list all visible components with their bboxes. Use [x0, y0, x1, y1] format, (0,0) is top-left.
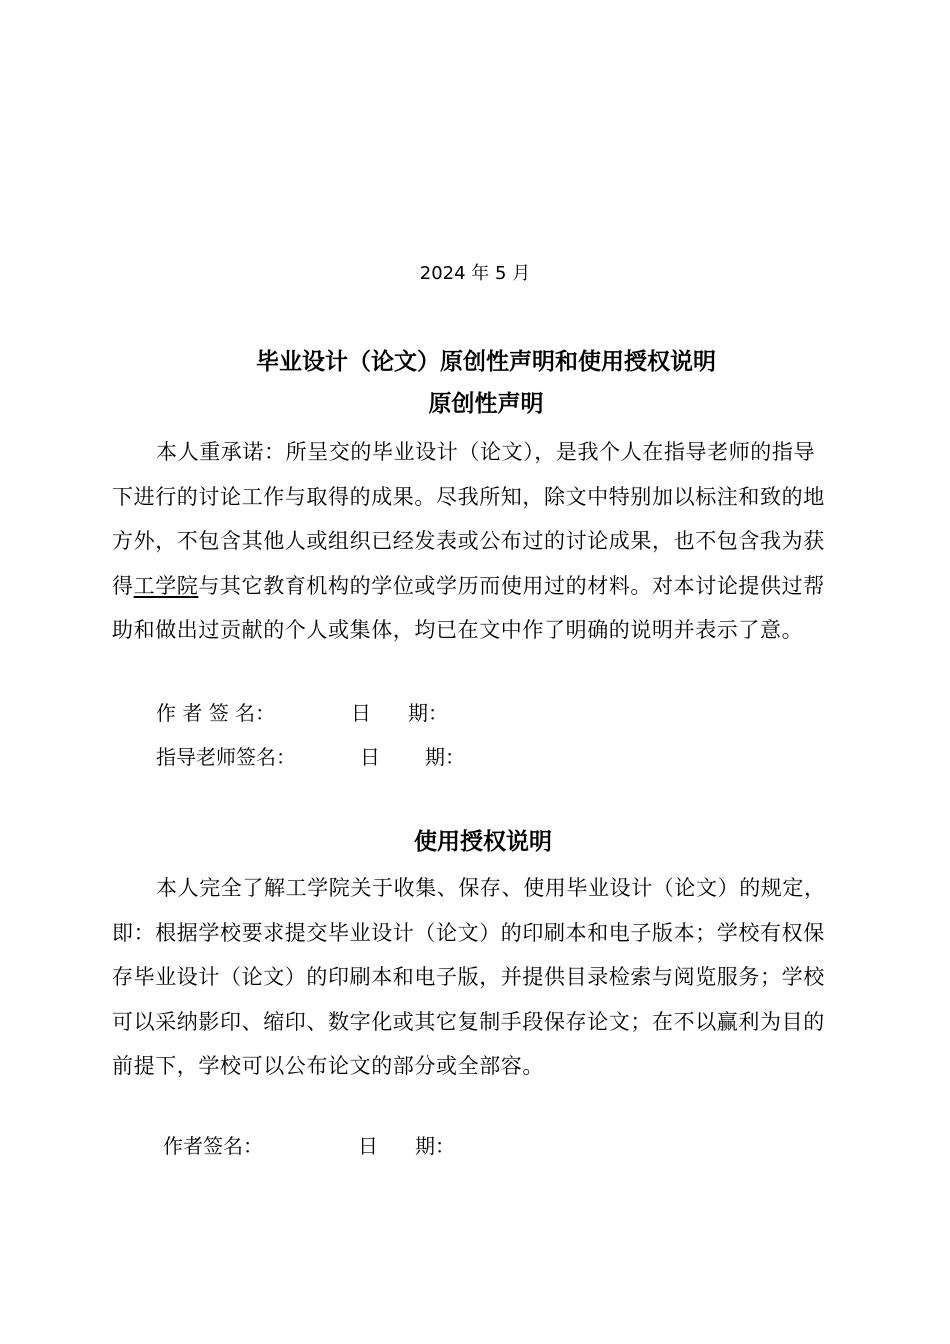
originality-line-5: 助和做出过贡献的个人或集体，均已在文中作了明确的说明并表示了意。 [112, 618, 804, 643]
advisor-date-label-day: 日 [360, 745, 380, 769]
usage-title: 使用授权说明 [414, 829, 552, 855]
usage-line-1: 本人完全了解工学院关于收集、保存、使用毕业设计（论文）的规定， [156, 876, 826, 900]
originality-title: 原创性声明 [428, 391, 544, 417]
usage-statement [112, 866, 860, 1089]
advisor-sign-label: 指导老师签名： [156, 745, 296, 769]
usage-line-5: 前提下，学校可以公布论文的部分或全部容。 [112, 1054, 544, 1079]
line4-prefix: 得 [112, 573, 134, 598]
author-date-label-day: 日 [351, 701, 371, 725]
usage-date-label-period: 期： [415, 1134, 455, 1158]
originality-line-4 [112, 564, 860, 609]
usage-date-label-day: 日 [358, 1134, 378, 1158]
usage-line-3: 存毕业设计（论文）的印刷本和电子版，并提供目录检索与阅览服务；学校 [112, 965, 825, 990]
line4-suffix: 与其它教育机构的学位或学历而使用过的材料。对本讨论提供过帮 [198, 573, 825, 598]
main-title: 毕业设计（论文）原创性声明和使用授权说明 [256, 349, 716, 375]
institution-name: 工学院 [133, 573, 199, 598]
originality-line-3: 方外，不包含其他人或组织已经发表或公布过的讨论成果，也不包含我为获 [112, 529, 825, 554]
author-date-label-period: 期： [408, 701, 448, 725]
originality-statement [112, 430, 860, 653]
advisor-signature-row [0, 743, 950, 771]
advisor-date-label-period: 期： [425, 745, 465, 769]
author-sign-label: 作 者 签 名： [156, 701, 276, 725]
originality-line-1: 本人重承诺：所呈交的毕业设计（论文），是我个人在指导老师的指导 [156, 440, 816, 464]
usage-line-4: 可以采纳影印、缩印、数字化或其它复制手段保存论文；在不以赢利为目的 [112, 1009, 825, 1034]
author-signature-row [0, 699, 950, 727]
usage-signature-row [0, 1132, 950, 1160]
usage-sign-label: 作者签名： [163, 1134, 263, 1158]
document-date: 2024 年 5 月 [419, 263, 531, 284]
originality-line-2: 下进行的讨论工作与取得的成果。尽我所知，除文中特别加以标注和致的地 [112, 484, 825, 509]
usage-line-2: 即：根据学校要求提交毕业设计（论文）的印刷本和电子版本；学校有权保 [112, 920, 825, 945]
